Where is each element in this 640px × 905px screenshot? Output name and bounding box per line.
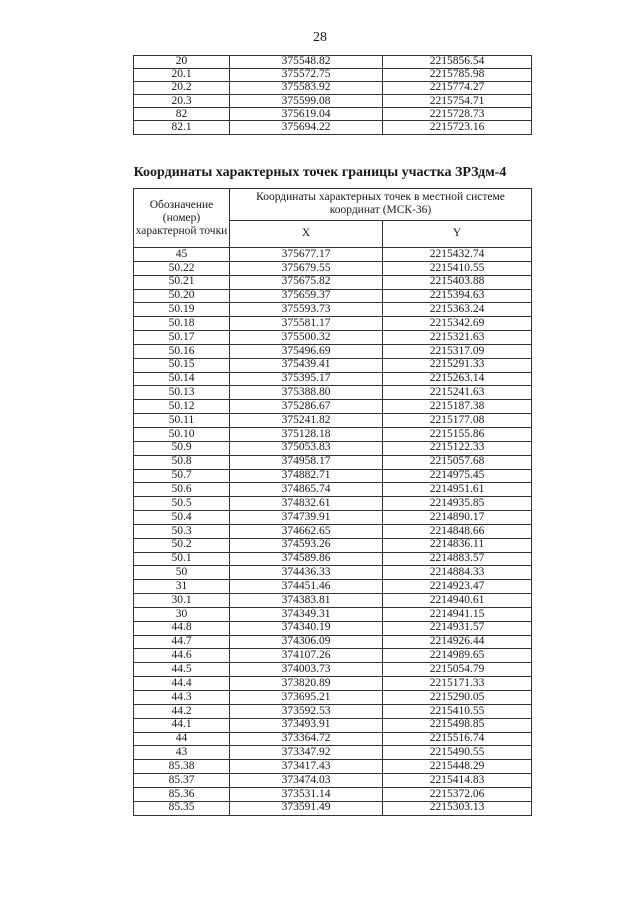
point-id: 43 <box>134 746 230 760</box>
point-id: 31 <box>134 580 230 594</box>
point-id: 44.5 <box>134 663 230 677</box>
coord-y: 2215057.68 <box>383 455 532 469</box>
coord-y: 2215342.69 <box>383 317 532 331</box>
coord-y: 2215723.16 <box>383 121 532 134</box>
coord-x: 374593.26 <box>230 538 383 552</box>
table-row <box>134 358 532 372</box>
point-id: 44.4 <box>134 677 230 691</box>
coord-x: 375619.04 <box>230 108 383 121</box>
coord-y: 2214926.44 <box>383 635 532 649</box>
coord-x: 375286.67 <box>230 400 383 414</box>
coord-y: 2215414.83 <box>383 774 532 788</box>
point-id: 50.14 <box>134 372 230 386</box>
table-row <box>134 331 532 345</box>
table-row <box>134 552 532 566</box>
point-id: 44.3 <box>134 691 230 705</box>
coord-x: 375581.17 <box>230 317 383 331</box>
header-y: Y <box>383 220 532 247</box>
point-id: 50.19 <box>134 303 230 317</box>
coord-x: 375593.73 <box>230 303 383 317</box>
table-row <box>134 95 532 108</box>
coord-x: 373347.92 <box>230 746 383 760</box>
table-row <box>134 69 532 82</box>
point-id: 50.21 <box>134 275 230 289</box>
point-id: 45 <box>134 248 230 262</box>
boundary-coordinates-table <box>133 188 532 816</box>
coord-x: 373474.03 <box>230 774 383 788</box>
point-id: 50.5 <box>134 497 230 511</box>
coord-y: 2215754.71 <box>383 95 532 108</box>
coord-y: 2215290.05 <box>383 691 532 705</box>
coord-y: 2214890.17 <box>383 511 532 525</box>
point-id: 30 <box>134 607 230 621</box>
coord-x: 375679.55 <box>230 261 383 275</box>
top-coordinates-table <box>133 55 532 135</box>
table-row <box>134 414 532 428</box>
point-id: 50.11 <box>134 414 230 428</box>
point-id: 44 <box>134 732 230 746</box>
coord-x: 374451.46 <box>230 580 383 594</box>
point-id: 85.36 <box>134 787 230 801</box>
table-row <box>134 289 532 303</box>
coord-y: 2215448.29 <box>383 760 532 774</box>
coord-x: 375388.80 <box>230 386 383 400</box>
coord-y: 2215155.86 <box>383 427 532 441</box>
coord-y: 2215410.55 <box>383 704 532 718</box>
point-id: 44.7 <box>134 635 230 649</box>
point-id: 20.3 <box>134 95 230 108</box>
coord-y: 2215317.09 <box>383 344 532 358</box>
coord-y: 2214975.45 <box>383 469 532 483</box>
coord-x: 375496.69 <box>230 344 383 358</box>
coord-y: 2215410.55 <box>383 261 532 275</box>
table-row <box>134 691 532 705</box>
point-id: 50.20 <box>134 289 230 303</box>
point-id: 50.8 <box>134 455 230 469</box>
point-id: 50.18 <box>134 317 230 331</box>
coord-y: 2214935.85 <box>383 497 532 511</box>
coord-x: 374662.65 <box>230 524 383 538</box>
table-row <box>134 441 532 455</box>
coord-x: 375572.75 <box>230 69 383 82</box>
coord-x: 374589.86 <box>230 552 383 566</box>
table-row <box>134 704 532 718</box>
table-row <box>134 108 532 121</box>
point-id: 50.7 <box>134 469 230 483</box>
table-row <box>134 635 532 649</box>
coord-y: 2215321.63 <box>383 331 532 345</box>
coord-y: 2215303.13 <box>383 801 532 815</box>
coord-x: 375053.83 <box>230 441 383 455</box>
coord-x: 374306.09 <box>230 635 383 649</box>
coord-x: 374436.33 <box>230 566 383 580</box>
coord-x: 374349.31 <box>230 607 383 621</box>
point-id: 50.13 <box>134 386 230 400</box>
coord-y: 2215785.98 <box>383 69 532 82</box>
coord-y: 2214836.11 <box>383 538 532 552</box>
header-designation: Обозначение (номер) характерной точки <box>134 189 230 248</box>
coord-x: 375395.17 <box>230 372 383 386</box>
coord-y: 2215122.33 <box>383 441 532 455</box>
table-row <box>134 787 532 801</box>
point-id: 50.22 <box>134 261 230 275</box>
coord-y: 2214940.61 <box>383 594 532 608</box>
table-row <box>134 372 532 386</box>
table-row <box>134 746 532 760</box>
point-id: 30.1 <box>134 594 230 608</box>
header-x: X <box>230 220 383 247</box>
point-id: 50.9 <box>134 441 230 455</box>
table-row <box>134 455 532 469</box>
coord-y: 2215498.85 <box>383 718 532 732</box>
coord-y: 2215490.55 <box>383 746 532 760</box>
coord-x: 374003.73 <box>230 663 383 677</box>
point-id: 85.37 <box>134 774 230 788</box>
table-row <box>134 275 532 289</box>
coord-x: 375677.17 <box>230 248 383 262</box>
table-row <box>134 649 532 663</box>
coord-x: 374958.17 <box>230 455 383 469</box>
point-id: 85.35 <box>134 801 230 815</box>
coord-x: 375128.18 <box>230 427 383 441</box>
table-row <box>134 566 532 580</box>
coord-x: 373820.89 <box>230 677 383 691</box>
coord-y: 2215363.24 <box>383 303 532 317</box>
coord-y: 2215054.79 <box>383 663 532 677</box>
coord-y: 2214848.66 <box>383 524 532 538</box>
table-row <box>134 386 532 400</box>
table-row <box>134 56 532 69</box>
coord-x: 373592.53 <box>230 704 383 718</box>
table-row <box>134 580 532 594</box>
table-row <box>134 497 532 511</box>
table-row <box>134 469 532 483</box>
point-id: 50.6 <box>134 483 230 497</box>
table-row <box>134 121 532 134</box>
coord-y: 2215774.27 <box>383 82 532 95</box>
coord-x: 373417.43 <box>230 760 383 774</box>
point-id: 50.2 <box>134 538 230 552</box>
point-id: 82 <box>134 108 230 121</box>
point-id: 44.6 <box>134 649 230 663</box>
coord-x: 374832.61 <box>230 497 383 511</box>
table-row <box>134 677 532 691</box>
point-id: 50.17 <box>134 331 230 345</box>
coord-y: 2215291.33 <box>383 358 532 372</box>
table-row <box>134 511 532 525</box>
coord-x: 375694.22 <box>230 121 383 134</box>
point-id: 50.16 <box>134 344 230 358</box>
table-row <box>134 663 532 677</box>
coord-x: 375439.41 <box>230 358 383 372</box>
point-id: 50.3 <box>134 524 230 538</box>
table-row <box>134 261 532 275</box>
coord-y: 2214989.65 <box>383 649 532 663</box>
table-row <box>134 303 532 317</box>
coord-y: 2215372.06 <box>383 787 532 801</box>
table-row <box>134 524 532 538</box>
table-row <box>134 427 532 441</box>
table-row <box>134 774 532 788</box>
table-row <box>134 400 532 414</box>
point-id: 44.2 <box>134 704 230 718</box>
coord-y: 2214883.57 <box>383 552 532 566</box>
coord-y: 2215728.73 <box>383 108 532 121</box>
point-id: 50.12 <box>134 400 230 414</box>
coord-y: 2215403.88 <box>383 275 532 289</box>
coord-x: 374882.71 <box>230 469 383 483</box>
table-row <box>134 801 532 815</box>
coord-x: 374340.19 <box>230 621 383 635</box>
coord-x: 375241.82 <box>230 414 383 428</box>
point-id: 50.15 <box>134 358 230 372</box>
table-row <box>134 621 532 635</box>
table-row <box>134 317 532 331</box>
point-id: 20.1 <box>134 69 230 82</box>
coord-y: 2215516.74 <box>383 732 532 746</box>
coord-x: 374383.81 <box>230 594 383 608</box>
header-coords: Координаты характерных точек в местной системе координат (МСК-36) <box>230 189 532 221</box>
coord-y: 2215394.63 <box>383 289 532 303</box>
coord-y: 2215263.14 <box>383 372 532 386</box>
point-id: 44.1 <box>134 718 230 732</box>
coord-y: 2215432.74 <box>383 248 532 262</box>
table-row <box>134 732 532 746</box>
table-row <box>134 538 532 552</box>
point-id: 20.2 <box>134 82 230 95</box>
table-row <box>134 607 532 621</box>
coord-y: 2214884.33 <box>383 566 532 580</box>
coord-x: 373493.91 <box>230 718 383 732</box>
point-id: 20 <box>134 56 230 69</box>
coord-y: 2215177.08 <box>383 414 532 428</box>
coord-x: 375659.37 <box>230 289 383 303</box>
coord-y: 2215187.38 <box>383 400 532 414</box>
coord-y: 2214923.47 <box>383 580 532 594</box>
coord-x: 374865.74 <box>230 483 383 497</box>
coord-x: 375583.92 <box>230 82 383 95</box>
table-row <box>134 344 532 358</box>
coord-x: 375675.82 <box>230 275 383 289</box>
coord-x: 373364.72 <box>230 732 383 746</box>
coord-y: 2214931.57 <box>383 621 532 635</box>
point-id: 50.1 <box>134 552 230 566</box>
table-row <box>134 82 532 95</box>
coord-y: 2214951.61 <box>383 483 532 497</box>
coord-y: 2214941.15 <box>383 607 532 621</box>
table-row <box>134 760 532 774</box>
coord-x: 373591.49 <box>230 801 383 815</box>
point-id: 85.38 <box>134 760 230 774</box>
coord-x: 373531.14 <box>230 787 383 801</box>
coord-x: 374107.26 <box>230 649 383 663</box>
coord-x: 374739.91 <box>230 511 383 525</box>
table-row <box>134 718 532 732</box>
coord-y: 2215171.33 <box>383 677 532 691</box>
coord-x: 375500.32 <box>230 331 383 345</box>
point-id: 50.4 <box>134 511 230 525</box>
table-row <box>134 483 532 497</box>
coord-x: 375548.82 <box>230 56 383 69</box>
point-id: 44.8 <box>134 621 230 635</box>
point-id: 50.10 <box>134 427 230 441</box>
coord-y: 2215241.63 <box>383 386 532 400</box>
coord-x: 373695.21 <box>230 691 383 705</box>
coord-x: 375599.08 <box>230 95 383 108</box>
page-number: 28 <box>313 30 327 45</box>
point-id: 82.1 <box>134 121 230 134</box>
table-row <box>134 594 532 608</box>
coord-y: 2215856.54 <box>383 56 532 69</box>
section-title: Координаты характерных точек границы участка ЗРЗдм-4 <box>133 165 507 180</box>
table-row <box>134 248 532 262</box>
point-id: 50 <box>134 566 230 580</box>
